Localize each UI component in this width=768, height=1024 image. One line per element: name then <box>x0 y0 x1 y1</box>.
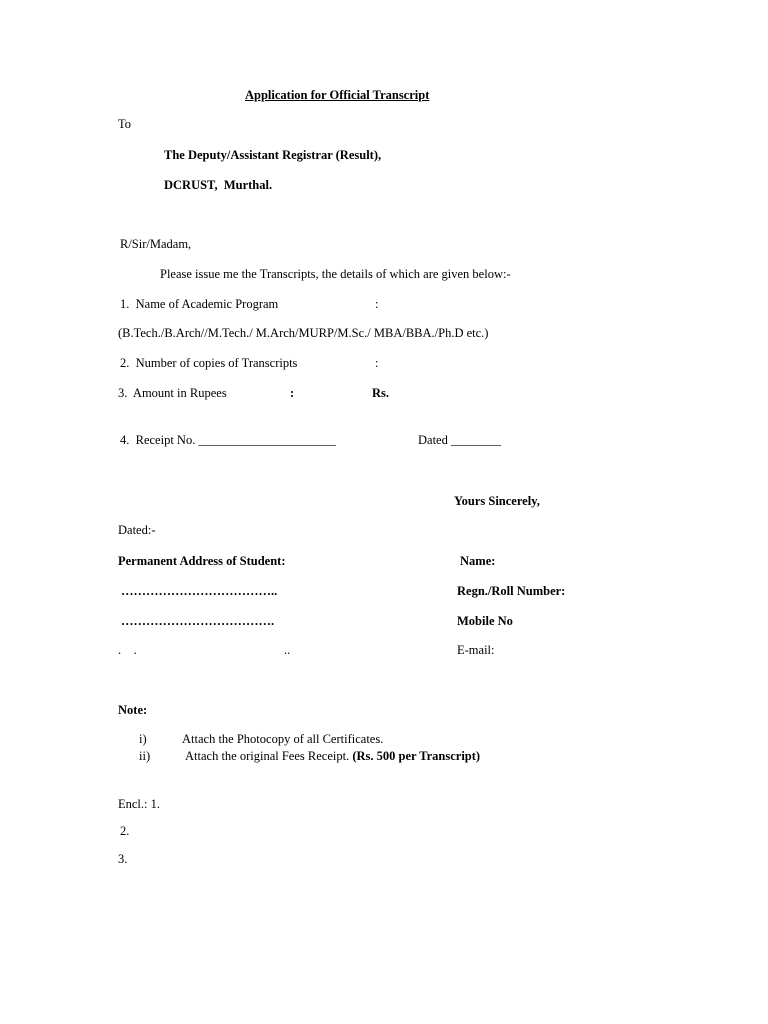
amount-colon: : <box>290 386 295 400</box>
addressee-line-2: DCRUST, Murthal. <box>164 178 273 192</box>
address-line-2: ………………………………. <box>121 614 275 628</box>
page-title: Application for Official Transcript <box>245 88 430 102</box>
address-line-3-start: . . <box>118 643 137 657</box>
salutation: R/Sir/Madam, <box>120 237 192 251</box>
receipt-number-field: 4. Receipt No. ______________________ <box>120 433 336 447</box>
receipt-dated-field: Dated ________ <box>418 433 501 447</box>
address-line-3-end: .. <box>284 643 291 657</box>
address-heading: Permanent Address of Student: <box>118 554 286 568</box>
amount-currency: Rs. <box>372 386 390 400</box>
program-label: 1. Name of Academic Program <box>120 297 279 311</box>
amount-label: 3. Amount in Rupees <box>118 386 227 400</box>
note-item-1-number: i) <box>139 732 147 746</box>
mobile-number-label: Mobile No <box>457 614 513 628</box>
enclosure-line-2: 2. <box>120 824 130 838</box>
program-colon: : <box>375 297 379 311</box>
roll-number-label: Regn./Roll Number: <box>457 584 566 598</box>
address-line-1: ……………………………….. <box>121 584 278 598</box>
note-item-2-number: ii) <box>139 749 151 763</box>
to-label: To <box>118 117 132 131</box>
program-hint: (B.Tech./B.Arch//M.Tech./ M.Arch/MURP/M.Sc./ MBA/BBA./Ph.D etc.) <box>118 326 489 340</box>
email-label: E-mail: <box>457 643 495 657</box>
copies-label: 2. Number of copies of Transcripts <box>120 356 298 370</box>
note-item-2-fee: (Rs. 500 per Transcript) <box>352 749 481 763</box>
closing-text: Yours Sincerely, <box>454 494 540 508</box>
intro-text: Please issue me the Transcripts, the details of which are given below:- <box>160 267 511 281</box>
note-item-2-text: Attach the original Fees Receipt. <box>185 749 350 763</box>
copies-colon: : <box>375 356 379 370</box>
student-name-label: Name: <box>460 554 496 568</box>
note-item-1-text: Attach the Photocopy of all Certificates. <box>182 732 384 746</box>
note-item-2 <box>185 750 480 763</box>
note-heading: Note: <box>118 703 148 717</box>
enclosure-line-3: 3. <box>118 852 128 866</box>
enclosure-line-1: Encl.: 1. <box>118 797 161 811</box>
dated-label: Dated:- <box>118 523 156 537</box>
addressee-line-1: The Deputy/Assistant Registrar (Result), <box>164 148 382 162</box>
